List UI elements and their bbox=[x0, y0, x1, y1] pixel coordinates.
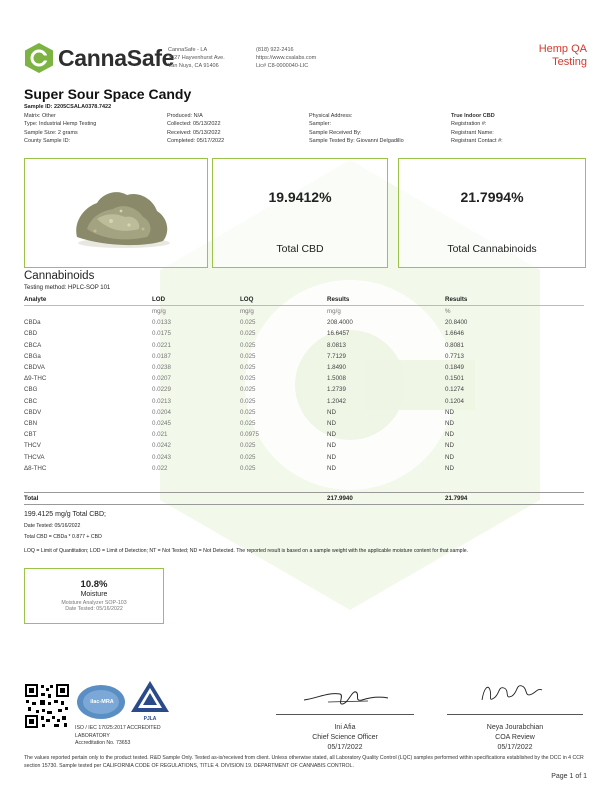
cell-analyte: Δ8-THC bbox=[24, 464, 47, 472]
table-row bbox=[24, 396, 584, 407]
date-tested: Date Tested: 05/16/2022 bbox=[24, 523, 81, 529]
cell-loq: 0.025 bbox=[240, 375, 256, 383]
cell-result-pct: 0.7713 bbox=[445, 352, 464, 360]
signature-line-2 bbox=[447, 714, 583, 715]
cell-lod: 0.0242 bbox=[152, 442, 171, 450]
cell-analyte: CBD bbox=[24, 330, 38, 338]
cell-result-pct: 0.1501 bbox=[445, 375, 464, 383]
cell-loq: 0.0975 bbox=[240, 431, 259, 439]
cell-lod: 0.0245 bbox=[152, 419, 171, 427]
cell-result-mg: 1.5008 bbox=[327, 375, 346, 383]
cell-result-pct: 0.1204 bbox=[445, 397, 464, 405]
cell-result-mg: ND bbox=[327, 453, 336, 461]
table-row bbox=[24, 317, 584, 328]
cell-result-mg: ND bbox=[327, 442, 336, 450]
cell-analyte: THCVA bbox=[24, 453, 45, 461]
total-mg: 217.9940 bbox=[327, 495, 353, 502]
cell-result-pct: 1.6646 bbox=[445, 330, 464, 338]
cell-analyte: CBDVA bbox=[24, 364, 45, 372]
units-row: mg/g mg/g mg/g % bbox=[152, 308, 451, 316]
cell-analyte: Δ9-THC bbox=[24, 375, 47, 383]
cell-lod: 0.0207 bbox=[152, 375, 171, 383]
cell-loq: 0.025 bbox=[240, 397, 256, 405]
cell-analyte: THCV bbox=[24, 442, 41, 450]
table-header-row bbox=[24, 295, 584, 306]
cell-result-mg: 208.4000 bbox=[327, 319, 353, 327]
sample-meta-col1: Matrix: Other Type: Industrial Hemp Testing Sample Size: 2 grams County Sample ID: bbox=[24, 113, 97, 144]
total-pct: 21.7994 bbox=[445, 495, 468, 502]
page-number: Page 1 of 1 bbox=[551, 773, 587, 780]
cell-result-pct: ND bbox=[445, 419, 454, 427]
moisture-value: 10.8% bbox=[80, 579, 108, 590]
cell-analyte: CBGa bbox=[24, 352, 41, 360]
signatory-1-date: 05/17/2022 bbox=[327, 744, 363, 751]
cell-analyte: CBDa bbox=[24, 319, 41, 327]
moisture-box bbox=[24, 568, 164, 624]
cell-result-mg: 7.7129 bbox=[327, 352, 346, 360]
cell-result-pct: ND bbox=[445, 453, 454, 461]
cell-lod: 0.021 bbox=[152, 431, 168, 439]
cell-loq: 0.025 bbox=[240, 341, 256, 349]
pjla-logo-icon bbox=[130, 680, 170, 714]
signatory-2-name: Neya Jourabchian bbox=[486, 724, 544, 731]
table-row bbox=[24, 328, 584, 339]
total-cbd-mg: 199.4125 mg/g Total CBD; bbox=[24, 511, 106, 518]
lab-address: CannaSafe - LA 7027 Hayvenhurst Ave. Van Nuys, CA 91406 bbox=[168, 47, 225, 69]
cell-loq: 0.025 bbox=[240, 453, 256, 461]
report-type: Hemp QA Testing bbox=[538, 43, 587, 68]
cell-lod: 0.0133 bbox=[152, 319, 171, 327]
cell-lod: 0.0243 bbox=[152, 453, 171, 461]
sample-meta-col2: Produced: N/A Collected: 05/13/2022 Received: 05/13/2022 Completed: 05/17/2022 bbox=[167, 113, 225, 144]
cell-result-pct: ND bbox=[445, 408, 454, 416]
moisture-label: Moisture bbox=[80, 591, 108, 598]
cannasafe-logo-icon bbox=[24, 42, 54, 74]
sample-meta-col3: Physical Address: Sampler: Sample Received By: Sample Tested By: Giovanni Delgadillo bbox=[309, 113, 404, 144]
signatory-1-name: Ini Afia bbox=[334, 724, 356, 731]
cell-analyte: CBC bbox=[24, 397, 38, 405]
cell-result-mg: 1.8490 bbox=[327, 364, 346, 372]
accreditation-text: ISO / IEC 17025:2017 ACCREDITED LABORATORY Accreditation No. 73653 bbox=[75, 725, 161, 746]
cell-result-pct: ND bbox=[445, 464, 454, 472]
cell-lod: 0.0238 bbox=[152, 364, 171, 372]
total-divider bbox=[24, 492, 584, 493]
definitions-note: LOQ = Limit of Quantitation; LOD = Limit of Detection; NT = Not Tested; ND = Not Detected. The reported result is based on a sample weight with the applicable moisture content for that sample. bbox=[24, 548, 469, 554]
total-cannabinoids-label: Total Cannabinoids bbox=[447, 243, 537, 255]
pjla-label: PJLA bbox=[143, 716, 157, 722]
cell-lod: 0.0187 bbox=[152, 352, 171, 360]
total-cbd-box bbox=[212, 158, 388, 268]
signature-line-1 bbox=[276, 714, 414, 715]
cell-loq: 0.025 bbox=[240, 419, 256, 427]
table-row bbox=[24, 340, 584, 351]
disclaimer: The values reported pertain only to the product tested. R&D Sample Only. Tested as-is/received from client. Unless otherwise stated, all Laboratory Quality Control (LQC) samples performed within specifications established by the DCC in 4 CCR section 15730. Sample tested per CALIFORNIA CODE OF REGULATIONS, TITLE 4. DIVISION 19. DEPARTMENT OF CANNABIS CONTROL. bbox=[24, 755, 584, 769]
cell-result-mg: ND bbox=[327, 408, 336, 416]
lab-contact: (818) 922-2416 https://www.csalabs.com Lic# C8-0000040-LIC bbox=[256, 47, 317, 69]
table-row bbox=[24, 373, 584, 384]
signature-neya-jourabchian bbox=[476, 678, 546, 710]
col-header-analyte: Analyte bbox=[24, 295, 152, 306]
cell-lod: 0.0221 bbox=[152, 341, 171, 349]
table-row bbox=[24, 429, 584, 440]
ilac-mra-label: ilac-MRA bbox=[90, 699, 114, 705]
cell-result-pct: ND bbox=[445, 442, 454, 450]
testing-method: Testing method: HPLC-SOP 101 bbox=[24, 285, 111, 291]
cell-lod: 0.0213 bbox=[152, 397, 171, 405]
total-cbd-formula: Total CBD = CBDa * 0.877 + CBD bbox=[24, 534, 102, 540]
table-row bbox=[24, 418, 584, 429]
brand-name: CannaSafe bbox=[58, 45, 175, 71]
sample-meta-col4: True Indoor CBD Registration #: Registrant Name: Registrant Contact #: bbox=[451, 113, 503, 144]
signatory-2 bbox=[447, 723, 583, 753]
cell-analyte: CBT bbox=[24, 431, 37, 439]
qr-code-icon[interactable] bbox=[24, 683, 70, 729]
cell-result-mg: ND bbox=[327, 464, 336, 472]
cell-loq: 0.025 bbox=[240, 364, 256, 372]
cell-loq: 0.025 bbox=[240, 442, 256, 450]
cell-result-mg: 8.0813 bbox=[327, 341, 346, 349]
cell-result-mg: 1.2042 bbox=[327, 397, 346, 405]
cell-loq: 0.025 bbox=[240, 464, 256, 472]
total-cbd-value: 19.9412% bbox=[268, 189, 332, 205]
table-row bbox=[24, 451, 584, 462]
cell-result-mg: ND bbox=[327, 419, 336, 427]
cell-loq: 0.025 bbox=[240, 408, 256, 416]
total-cannabinoids-box bbox=[398, 158, 586, 268]
total-label: Total bbox=[24, 495, 39, 502]
cell-loq: 0.025 bbox=[240, 386, 256, 394]
cell-lod: 0.0229 bbox=[152, 386, 171, 394]
cell-analyte: CBN bbox=[24, 419, 38, 427]
cell-result-mg: ND bbox=[327, 431, 336, 439]
cannabinoids-title: Cannabinoids bbox=[24, 270, 95, 282]
moisture-date: Date Tested: 05/16/2022 bbox=[65, 606, 123, 612]
cell-result-pct: 0.1849 bbox=[445, 364, 464, 372]
cell-result-pct: ND bbox=[445, 431, 454, 439]
sample-photo-box bbox=[24, 158, 208, 268]
col-header-loq: LOQ bbox=[240, 295, 327, 306]
cell-result-pct: 20.8400 bbox=[445, 319, 468, 327]
signature-ini-afia bbox=[298, 682, 394, 710]
cell-analyte: CBCA bbox=[24, 341, 42, 349]
col-header-lod: LOD bbox=[152, 295, 240, 306]
col-header-results-pct: Results bbox=[445, 295, 584, 306]
cell-lod: 0.022 bbox=[152, 464, 168, 472]
cell-lod: 0.0175 bbox=[152, 330, 171, 338]
signatory-2-title: COA Review bbox=[495, 734, 535, 741]
cell-lod: 0.0204 bbox=[152, 408, 171, 416]
sample-id: Sample ID: 2205CSALA0378.7422 bbox=[24, 104, 112, 110]
cell-loq: 0.025 bbox=[240, 330, 256, 338]
cell-loq: 0.025 bbox=[240, 352, 256, 360]
table-row bbox=[24, 440, 584, 451]
cell-analyte: CBG bbox=[24, 386, 38, 394]
table-row bbox=[24, 407, 584, 418]
signatory-1-title: Chief Science Officer bbox=[312, 734, 378, 741]
table-row bbox=[24, 362, 584, 373]
lab-website-link[interactable]: https://www.csalabs.com bbox=[256, 55, 317, 61]
total-cbd-label: Total CBD bbox=[276, 243, 324, 255]
hemp-flower-image bbox=[25, 159, 207, 267]
col-header-results-mg: Results bbox=[327, 295, 445, 306]
cell-analyte: CBDV bbox=[24, 408, 42, 416]
total-cannabinoids-value: 21.7994% bbox=[460, 189, 524, 205]
table-row bbox=[24, 384, 584, 395]
cannabinoids-table bbox=[24, 295, 584, 474]
table-row bbox=[24, 463, 584, 474]
cell-result-pct: 0.8081 bbox=[445, 341, 464, 349]
table-row bbox=[24, 351, 584, 362]
cell-result-mg: 1.2739 bbox=[327, 386, 346, 394]
cell-result-pct: 0.1274 bbox=[445, 386, 464, 394]
cell-result-mg: 16.6457 bbox=[327, 330, 350, 338]
moisture-method: Moisture Analyzer SOP-103 bbox=[61, 600, 127, 606]
cell-loq: 0.025 bbox=[240, 319, 256, 327]
sample-title: Super Sour Space Candy bbox=[24, 86, 192, 102]
signatory-1 bbox=[276, 723, 414, 753]
signatory-2-date: 05/17/2022 bbox=[497, 744, 533, 751]
total-divider-bottom bbox=[24, 504, 584, 505]
